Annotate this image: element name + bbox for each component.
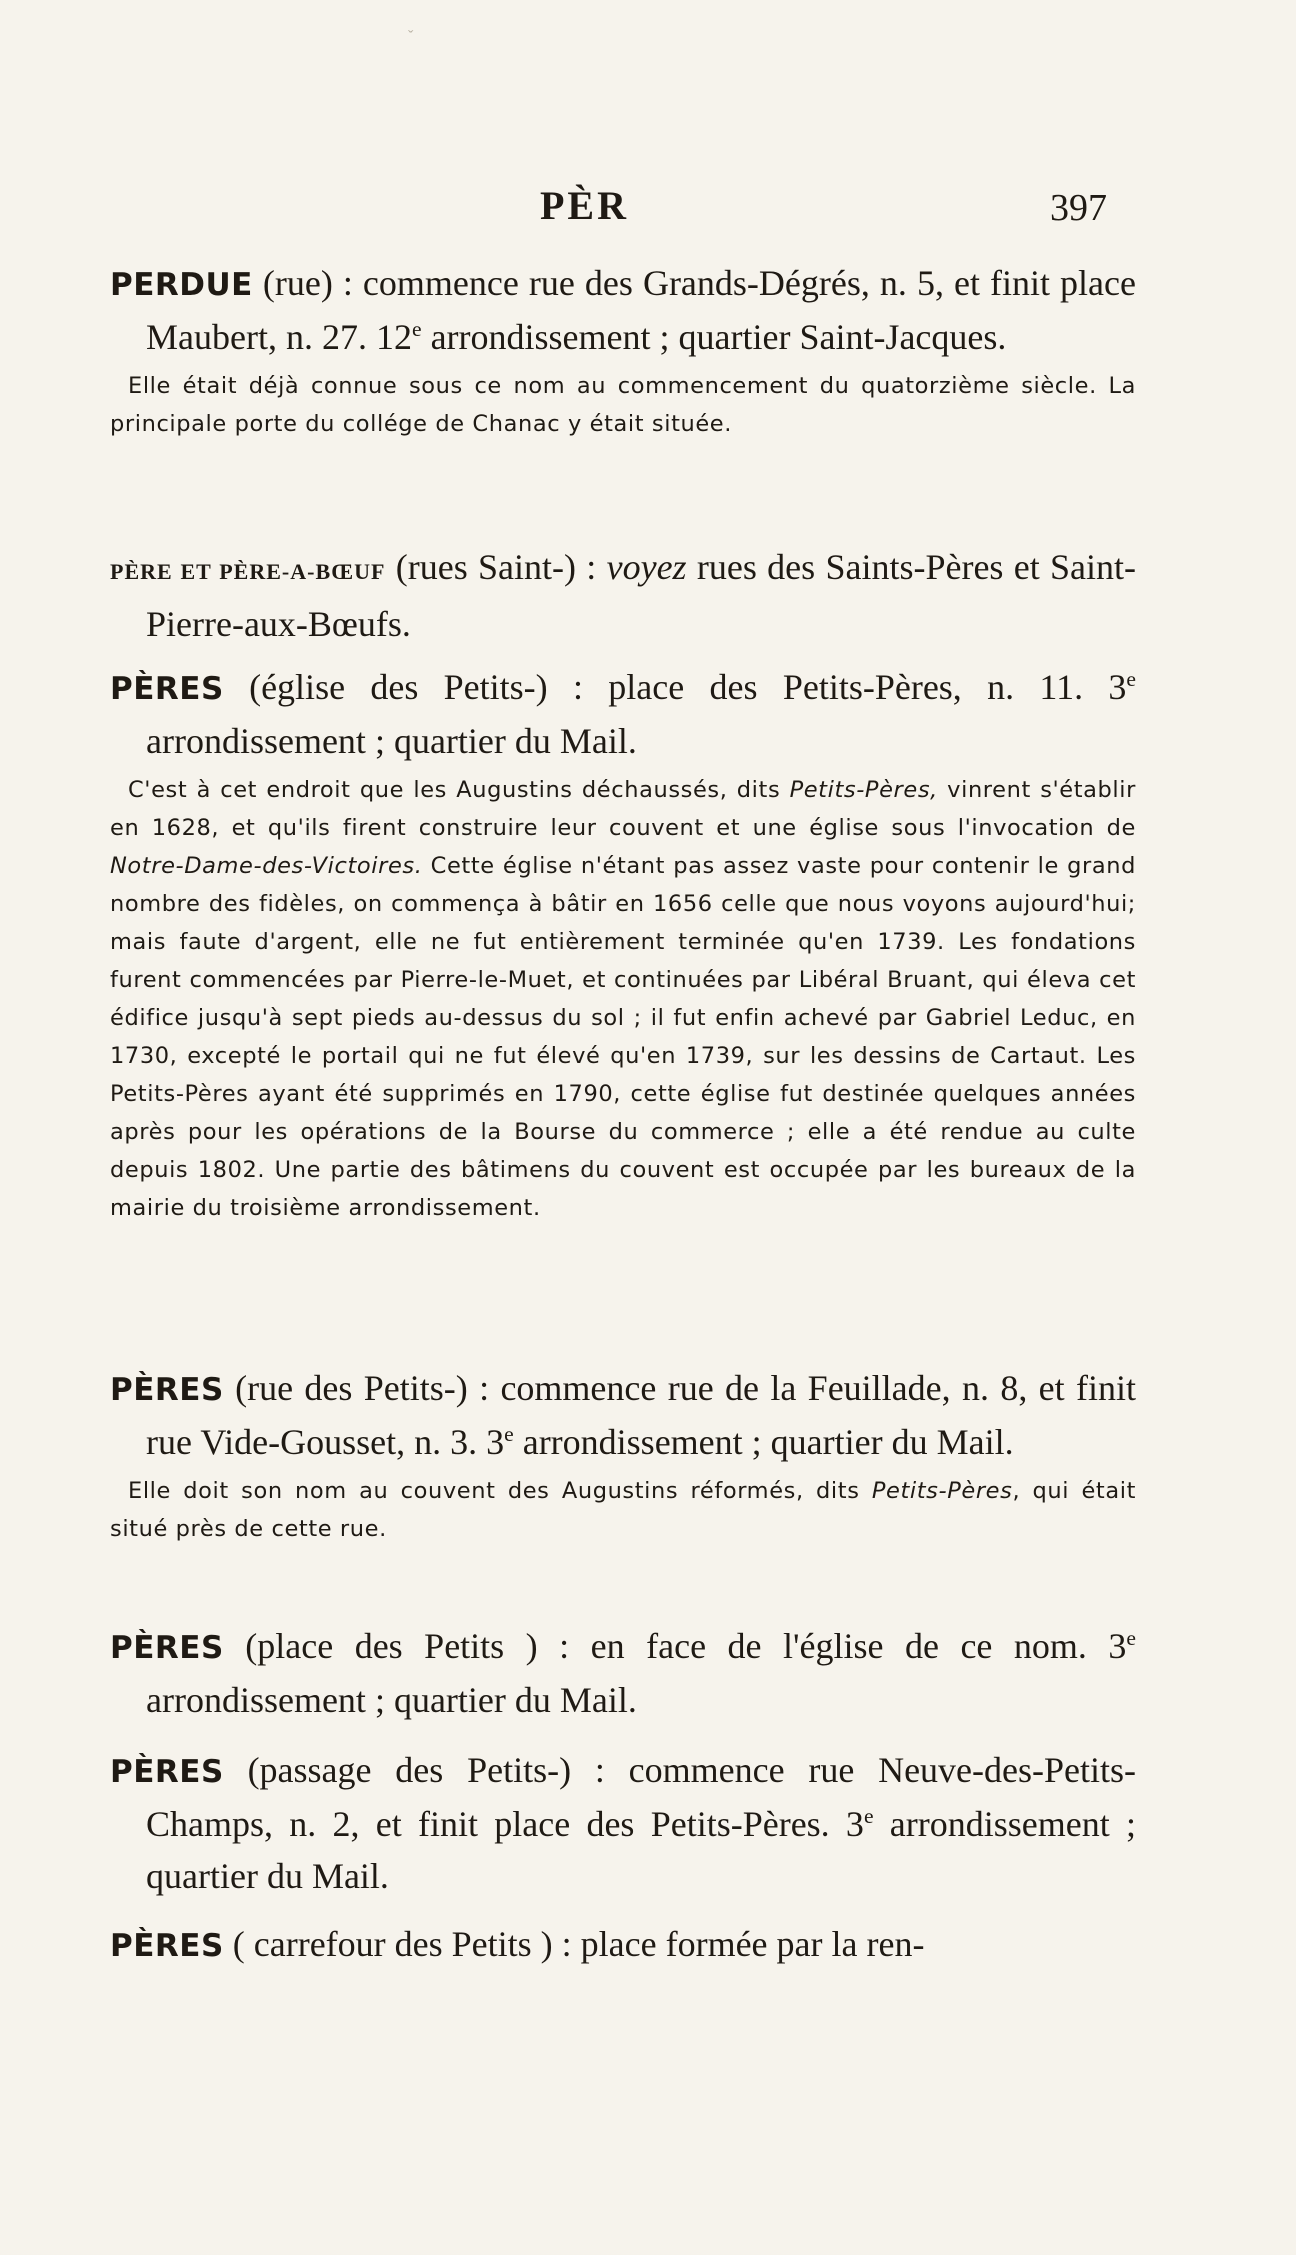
entry-text-end: arrondissement ; quartier du Mail. xyxy=(513,1422,1014,1462)
entry-headword: PÈRES xyxy=(110,1754,224,1790)
entry-headword: PÈRES xyxy=(110,1630,224,1666)
entry-text-end: arrondissement ; quartier du Mail. xyxy=(146,1804,1136,1896)
entry-pere-et-pere-a-boeuf xyxy=(110,541,1136,650)
entry-main-text xyxy=(110,257,1136,363)
note-text: C'est à cet endroit que les Augustins déchaussés, dits xyxy=(128,777,790,803)
entry-main-text xyxy=(110,1744,1136,1902)
entry-text-end: arrondissement ; quartier du Mail. xyxy=(146,721,637,761)
note-italic: Notre-Dame-des-Victoires. xyxy=(110,853,423,879)
entry-note xyxy=(110,771,1136,1227)
entry-text: (rue des Petits-) : commence rue de la Feuillade, n. 8, et finit rue Vide-Gousset, n. 3. 3 xyxy=(146,1368,1136,1462)
running-head xyxy=(0,182,1296,242)
entry-headword: PÈRES xyxy=(110,1372,224,1408)
entry-superscript: e xyxy=(504,1422,514,1446)
entry-note: Elle était déjà connue sous ce nom au commencement du quatorzième siècle. La principale porte du collége de Chanac y était située. xyxy=(110,373,1136,437)
note-text: vinrent s'établir en 1628, et qu'ils firent construire leur couvent et une église sous l'invocation de xyxy=(110,777,1136,841)
entry-peres-eglise xyxy=(110,661,1136,1227)
entry-headword: PÈRES xyxy=(110,1928,224,1964)
entry-text: (passage des Petits-) : commence rue Neuve-des-Petits-Champs, n. 2, et finit place des Petits-Pères. 3 xyxy=(146,1750,1136,1844)
entry-main-text xyxy=(110,661,1136,767)
entry-text-italic: voyez xyxy=(606,547,687,587)
entry-text: ( carrefour des Petits ) : place formée par la ren- xyxy=(223,1924,925,1964)
entry-headword: PÈRES xyxy=(110,671,224,707)
entry-superscript: e xyxy=(411,317,422,341)
entry-note xyxy=(110,1472,1136,1548)
entry-perdue xyxy=(110,257,1136,443)
note-text: Elle doit son nom au couvent des Augustins réformés, dits xyxy=(128,1478,872,1504)
note-text: , qui était situé près de cette rue. xyxy=(110,1478,1136,1542)
note-italic: Petits-Pères, xyxy=(789,777,938,803)
note-italic: Petits-Pères xyxy=(871,1478,1013,1504)
print-mark: ˇ xyxy=(408,28,414,45)
entry-peres-carrefour xyxy=(110,1918,1136,1972)
entry-main-text xyxy=(110,1362,1136,1468)
entry-headword: PERDUE xyxy=(110,267,253,303)
entry-main-text xyxy=(110,1918,1136,1972)
entry-text-end: rues des Saints-Pères et Saint-Pierre-aux-Bœufs. xyxy=(146,547,1137,644)
entry-text: (rues Saint-) : xyxy=(385,547,607,587)
entry-text: (église des Petits-) : place des Petits-Pères, n. 11. 3 xyxy=(223,667,1127,707)
entry-superscript: e xyxy=(1126,1626,1136,1650)
entry-headword: PÈRE ET PÈRE-A-BŒUF xyxy=(110,559,386,584)
entry-superscript: e xyxy=(1126,667,1136,691)
entry-main-text xyxy=(110,541,1136,650)
running-head-title: PÈR xyxy=(540,183,629,228)
entry-text: (place des Petits ) : en face de l'église de ce nom. 3 xyxy=(223,1626,1127,1666)
entry-main-text xyxy=(110,1620,1136,1726)
entry-peres-passage xyxy=(110,1744,1136,1902)
entry-superscript: e xyxy=(863,1804,874,1828)
page-number: 397 xyxy=(1050,187,1107,229)
entry-peres-rue xyxy=(110,1362,1136,1548)
entry-text-end: arrondissement ; quartier du Mail. xyxy=(146,1680,637,1720)
entry-peres-place xyxy=(110,1620,1136,1726)
entry-text: (rue) : commence rue des Grands-Dégrés, n. 5, et finit place Maubert, n. 27. 12 xyxy=(146,263,1136,357)
note-text: Cette église n'étant pas assez vaste pour contenir le grand nombre des fidèles, on commença à bâtir en 1656 celle que nous voyons aujourd'hui; mais faute d'argent, elle ne fut entièrement terminée qu'en 1739. Les fondations furent commencées par Pierre-le-Muet, et continuées par Libéral Bruant, qui éleva cet édifice jusqu'à sept pieds au-dessus du sol ; il fut enfin achevé par Gabriel Leduc, en 1730, excepté le portail qui ne fut élevé qu'en 1739, sur les dessins de Cartaut. Les Petits-Pères ayant été supprimés en 1790, cette église fut destinée quelques années après pour les opérations de la Bourse du commerce ; elle a été rendue au culte depuis 1802. Une partie des bâtimens du couvent est occupée par les bureaux de la mairie du troisième arrondissement. xyxy=(110,853,1136,1221)
entry-text-end: arrondissement ; quartier Saint-Jacques. xyxy=(421,317,1007,357)
